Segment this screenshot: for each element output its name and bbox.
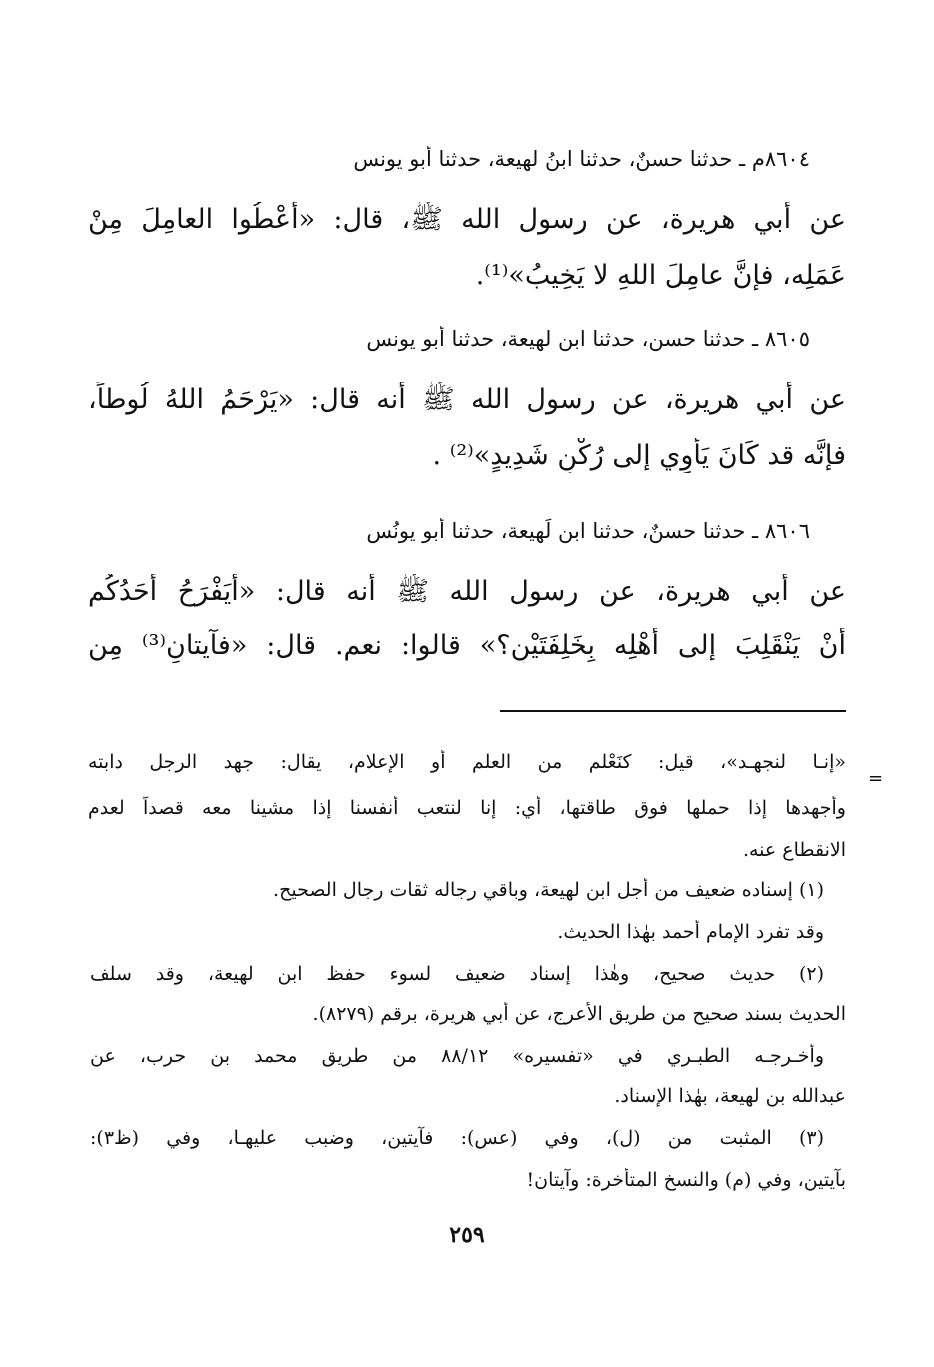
footnote-2-line-1: (٢) حديث صحيح، وهٰذا إسناد ضعيف لسوء حفظ ابن لهيعة، وقد سلف [90, 963, 824, 985]
footnote-line: «إنـا لنجهـد»، قيل: كنَعْلم من العلم أو الإعلام، يقال: جهد الرجل دابته [88, 751, 846, 773]
footnote-2-line-4: عبدالله بن لهيعة، بهٰذا الإسناد. [614, 1085, 846, 1107]
hadith-8605-matn-line-2: فإنَّه قد كَانَ يَأْوِي إلى رُكْنٍ شَدِيدٍ»⁽²⁾ . [432, 440, 846, 471]
footnote-2-line-2: الحديث بسند صحيح من طريق الأعرج، عن أبي هريرة، برقم (٨٢٧٩). [312, 1003, 846, 1025]
hadith-8606-matn-line-2: أَنْ يَنْقَلِبَ إلى أَهْلِه بِخَلِفَتَيْنِ؟» قالوا: نعم. قال: «فآيتانِ⁽³⁾ مِن [88, 630, 846, 661]
hadith-8604-matn-line-1: عن أبي هريرة، عن رسول الله ﷺ، قال: «أَعْطُوا العامِلَ مِنْ [88, 204, 846, 235]
footnote-line: وأجهدها إذا حملها فوق طاقتها، أي: إنا لنتعب أنفسنا إذا مشينا معه قصداً لعدم [88, 797, 846, 819]
continuation-mark: = [868, 768, 884, 789]
footnote-separator [500, 710, 846, 712]
hadith-8605-isnad: ٨٦٠٥ ـ حدثنا حسن، حدثنا ابن لهيعة، حدثنا أبو يونس [366, 327, 810, 351]
hadith-8605-matn-line-1: عن أبي هريرة، عن رسول الله ﷺ أنه قال: «يَرْحَمُ اللهُ لُوطاً، [88, 384, 846, 415]
footnote-1-line-1: (١) إسناده ضعيف من أجل ابن لهيعة، وباقي رجاله ثقات رجال الصحيح. [273, 879, 824, 901]
footnote-3-line-2: بآيتين، وفي (م) والنسخ المتأخرة: وآيتان! [526, 1169, 846, 1191]
hadith-8604-isnad: ٨٦٠٤م ـ حدثنا حسنٌ، حدثنا ابنُ لهيعة، حدثنا أبو يونس [353, 147, 810, 171]
footnote-1-line-2: وقد تفرد الإمام أحمد بهٰذا الحديث. [557, 921, 824, 943]
hadith-8604-matn-line-2: عَمَلِه، فإنَّ عامِلَ اللهِ لا يَخِيبُ»⁽¹⁾. [475, 260, 846, 291]
hadith-8606-isnad: ٨٦٠٦ ـ حدثنا حسنٌ، حدثنا ابن لَهيعة، حدثنا أبو يونُس [366, 519, 810, 543]
page-number: ٢٥٩ [449, 1222, 485, 1248]
footnote-3-line-1: (٣) المثبت من (ل)، وفي (عس): فآيتين، وضبب عليهـا، وفي (ظ٣): [90, 1127, 824, 1149]
footnote-line: الانقطاع عنه. [742, 839, 846, 861]
hadith-8606-matn-line-1: عن أبي هريرة، عن رسول الله ﷺ أنه قال: «أَيَفْرَحُ أَحَدُكُم [88, 576, 846, 607]
footnote-2-line-3: وأخـرجـه الطبـري في «تفسيره» ٨٨/١٢ من طريق محمد بن حرب، عن [90, 1045, 824, 1067]
